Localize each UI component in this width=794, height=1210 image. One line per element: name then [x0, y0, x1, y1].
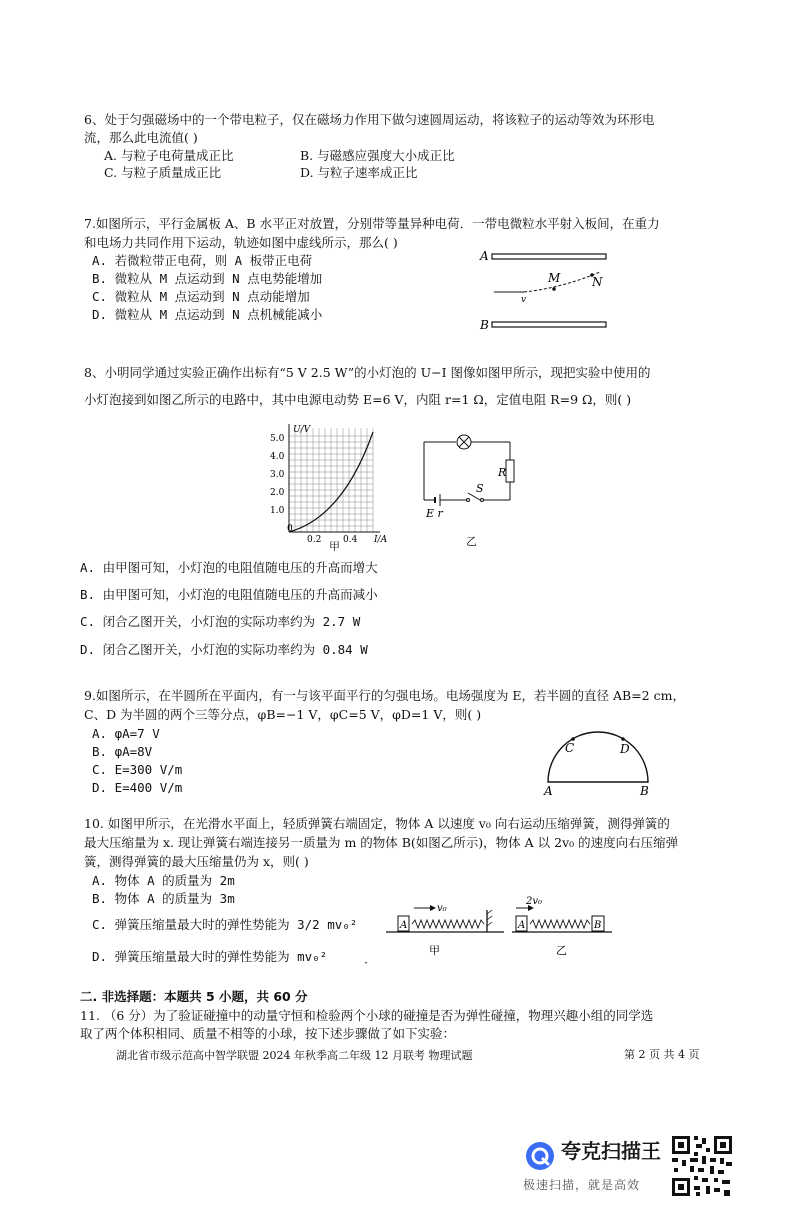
q8-stem-line1: 8、小明同学通过实验正确作出标有“5 V 2.5 W”的小灯泡的 U−I 图像如图甲所示，现把实验中使用的	[84, 365, 651, 380]
q9-option-c: C. E=300 V/m	[92, 762, 183, 777]
q9-label-a: A	[544, 784, 553, 798]
q7-label-m: M	[548, 271, 561, 285]
q10-option-a: A. 物体 A 的质量为 2m	[92, 873, 235, 888]
section-two-heading: 二. 非选择题：本题共 5 小题，共 60 分	[80, 989, 308, 1004]
q8-graph-origin: 0	[287, 524, 293, 534]
q10-option-b: B. 物体 A 的质量为 3m	[92, 891, 235, 906]
quark-logo-icon	[524, 1140, 556, 1172]
q8-ytick-2: 2.0	[270, 488, 285, 498]
q10-label-v0: v₀	[437, 903, 447, 914]
q7-label-v: v	[521, 295, 527, 305]
q8-graph-jia	[268, 422, 408, 544]
q7-trajectory	[524, 272, 600, 292]
footer-exam-title: 湖北省市级示范高中智学联盟 2024 年秋季高二年级 12 月联考 物理试题	[116, 1049, 473, 1062]
q7-label-n: N	[592, 275, 603, 289]
q9-option-d: D. E=400 V/m	[92, 780, 183, 795]
q9-stem-line2: C、D 为半圆的两个三等分点，φB=−1 V，φC=5 V，φD=1 V，则( )	[84, 707, 482, 722]
q10-spring-yi	[530, 920, 590, 928]
q9-point-d	[621, 737, 625, 741]
q8-circuit-caption: 乙	[466, 535, 477, 548]
q9-stem-line1: 9.如图所示，在半圆所在平面内，有一与该平面平行的匀强电场。电场强度为 E，若半圆的直径 AB=2 cm，	[84, 688, 685, 703]
q7-label-a: A	[480, 249, 489, 263]
q9-semicircle-figure	[538, 722, 658, 798]
q8-graph-caption: 甲	[329, 540, 340, 553]
q6-option-d: D. 与粒子速率成正比	[300, 165, 418, 180]
q8-circuit-s: S	[476, 482, 484, 495]
q6-option-b: B. 与磁感应强度大小成正比	[300, 148, 455, 163]
q7-capacitor-figure	[472, 244, 622, 338]
q10-stem-line2: 最大压缩量为 x. 现让弹簧右端连接另一质量为 m 的物体 B(如图乙所示)，物体 A 以 2v₀ 的速度向右压缩弹	[84, 835, 679, 850]
q10-label-a-yi: A	[518, 920, 526, 931]
q10-stem-line3: 簧，测得弹簧的最大压缩量仍为 x，则( )	[84, 854, 309, 869]
q7-point-m	[552, 287, 556, 291]
q8-stem-line2: 小灯泡接到如图乙所示的电路中，其中电源电动势 E=6 V，内阻 r=1 Ω，定值电阻 R=9 Ω，则( )	[84, 392, 632, 407]
q10-option-d: D. 弹簧压缩量最大时的弹性势能为 mv₀²	[92, 949, 328, 964]
q6-option-c: C. 与粒子质量成正比	[104, 165, 222, 180]
q9-semicircle	[548, 732, 648, 782]
q10-caption-jia: 甲	[429, 944, 440, 957]
q8-graph-grid	[289, 428, 373, 532]
q8-option-a: A. 由甲图可知，小灯泡的电阻值随电压的升高而增大	[80, 560, 378, 575]
q10-label-2v0: 2v₀	[526, 896, 543, 907]
q9-label-b: B	[640, 784, 649, 798]
q7-option-d: D. 微粒从 M 点运动到 N 点机械能减小	[92, 307, 323, 322]
q7-plate-a	[492, 254, 606, 259]
q9-label-c: C	[565, 741, 575, 755]
q11-line2: 取了两个体积相同、质量不相等的小球，按下述步骤做了如下实验：	[80, 1026, 456, 1041]
q8-ytick-5: 5.0	[270, 434, 285, 444]
q9-option-b: B. φA=8V	[92, 744, 153, 759]
q7-label-b: B	[480, 318, 489, 332]
q10-spring-figure	[382, 896, 622, 958]
q7-option-b: B. 微粒从 M 点运动到 N 点电势能增加	[92, 271, 323, 286]
q10-caption-yi: 乙	[556, 944, 567, 957]
q8-circuit-yi	[416, 426, 526, 521]
q10-stray-dot: ·	[364, 955, 368, 970]
footer-page-number: 第 2 页 共 4 页	[624, 1048, 700, 1061]
q8-circuit-r: R	[498, 466, 507, 479]
q8-resistor	[506, 460, 514, 482]
q8-ytick-3: 3.0	[270, 470, 285, 480]
q10-spring-jia	[412, 920, 484, 928]
q10-stem-line1: 10. 如图甲所示，在光滑水平面上，轻质弹簧右端固定，物体 A 以速度 v₀ 向右运动压缩弹簧，测得弹簧的	[84, 816, 670, 831]
q8-option-c: C. 闭合乙图开关，小灯泡的实际功率约为 2.7 W	[80, 614, 361, 629]
q8-graph-ylabel: U/V	[293, 425, 311, 435]
watermark-brand: 夸克扫描王	[561, 1139, 661, 1163]
q7-stem-line1: 7.如图所示，平行金属板 A、B 水平正对放置，分别带等量异种电荷．一带电微粒水平射入板间，在重力	[84, 216, 660, 231]
q11-line1: 11. （6 分）为了验证碰撞中的动量守恒和检验两个小球的碰撞是否为弹性碰撞，物理兴趣小组的同学选	[80, 1008, 654, 1023]
q9-option-a: A. φA=7 V	[92, 726, 160, 741]
q8-xtick-02: 0.2	[307, 535, 322, 544]
qr-code-icon	[670, 1134, 734, 1198]
q7-option-c: C. 微粒从 M 点运动到 N 点动能增加	[92, 289, 310, 304]
q8-ytick-4: 4.0	[270, 452, 285, 462]
q8-graph-xlabel: I/A	[374, 535, 388, 544]
q6-stem-line1: 6、处于匀强磁场中的一个带电粒子，仅在磁场力作用下做匀速圆周运动，将该粒子的运动等效为环形电	[84, 112, 655, 127]
q7-stem-line2: 和电场力共同作用下运动，轨迹如图中虚线所示，那么( )	[84, 235, 398, 250]
q7-plate-b	[492, 322, 606, 327]
q8-xtick-04: 0.4	[343, 535, 358, 544]
q10-option-c: C. 弹簧压缩量最大时的弹性势能为 3/2 mv₀²	[92, 917, 358, 932]
q6-option-a: A. 与粒子电荷量成正比	[104, 148, 234, 163]
q9-label-d: D	[620, 742, 630, 756]
q7-option-a: A. 若微粒带正电荷，则 A 板带正电荷	[92, 253, 313, 268]
q8-option-b: B. 由甲图可知，小灯泡的电阻值随电压的升高而减小	[80, 587, 378, 602]
q6-stem-line2: 流，那么此电流值( )	[84, 130, 198, 145]
q10-label-b: B	[594, 920, 602, 931]
q8-circuit-er: E r	[426, 507, 443, 520]
q8-option-d: D. 闭合乙图开关，小灯泡的实际功率约为 0.84 W	[80, 642, 368, 657]
q8-ytick-1: 1.0	[270, 506, 285, 516]
watermark-slogan: 极速扫描，就是高效	[523, 1178, 641, 1192]
q10-label-a-jia: A	[400, 920, 408, 931]
